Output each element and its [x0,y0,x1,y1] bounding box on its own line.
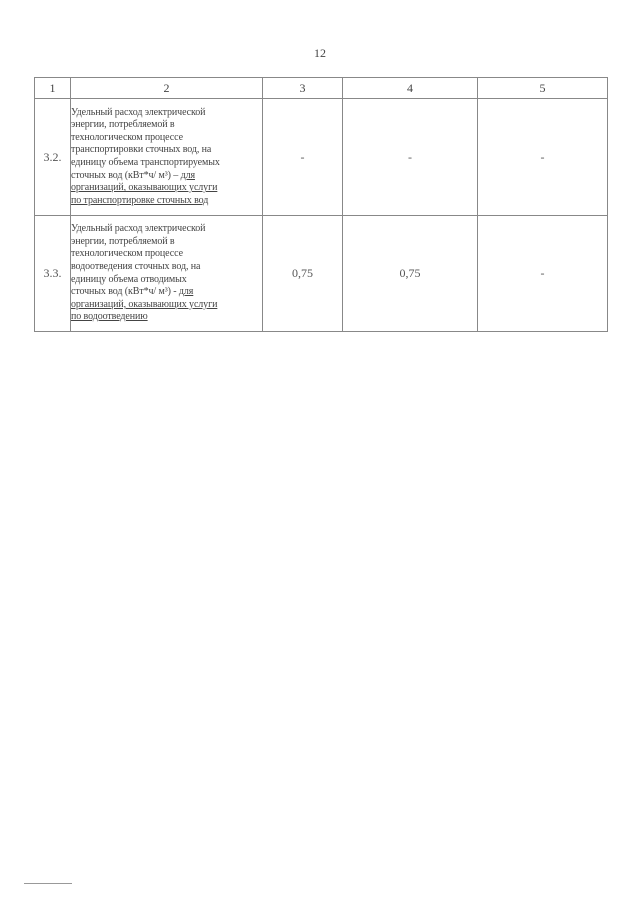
desc-line: единицу объема отводимых [71,273,187,285]
desc-line: Удельный расход электрической [71,223,206,235]
header-col-3: 3 [263,78,343,99]
desc-underlined: для [178,286,194,298]
row-number: 3.2. [35,99,71,216]
cell-col-3: 0,75 [263,216,343,332]
page-number: 12 [314,46,326,60]
desc-line: энергии, потребляемой в [71,119,175,131]
header-col-4: 4 [343,78,478,99]
indicator-table [34,77,608,332]
row-number: 3.3. [35,216,71,332]
row-description [71,99,263,216]
desc-underlined: для [180,169,195,181]
desc-line: транспортировки сточных вод, на [71,144,212,156]
cell-col-4: - [343,99,478,216]
desc-underlined: организаций, оказывающих услуги [71,298,218,310]
table-row [35,216,608,332]
header-row [35,78,608,99]
header-col-5: 5 [478,78,608,99]
cell-col-5: - [478,216,608,332]
header-col-2: 2 [71,78,263,99]
desc-underlined: организаций, оказывающих услуги [71,182,218,194]
desc-line: энергии, потребляемой в [71,235,175,247]
desc-underlined: по водоотведению [71,311,148,323]
desc-underlined: по транспортировке сточных вод [71,194,209,206]
desc-line: Удельный расход электрической [71,106,206,118]
desc-line: технологическом процессе [71,248,183,260]
footer-scan-mark [24,883,72,886]
desc-line: технологическом процессе [71,131,183,143]
table-row [35,99,608,216]
cell-col-5: - [478,99,608,216]
desc-line: сточных вод (кВт*ч/ м³) – [71,169,179,181]
desc-line: водоотведения сточных вод, на [71,260,201,272]
cell-col-4: 0,75 [343,216,478,332]
row-description [71,216,263,332]
desc-line: сточных вод (кВт*ч/ м³) - [71,286,177,298]
cell-col-3: - [263,99,343,216]
desc-line: единицу объема транспортируемых [71,157,220,168]
header-col-1: 1 [35,78,71,99]
